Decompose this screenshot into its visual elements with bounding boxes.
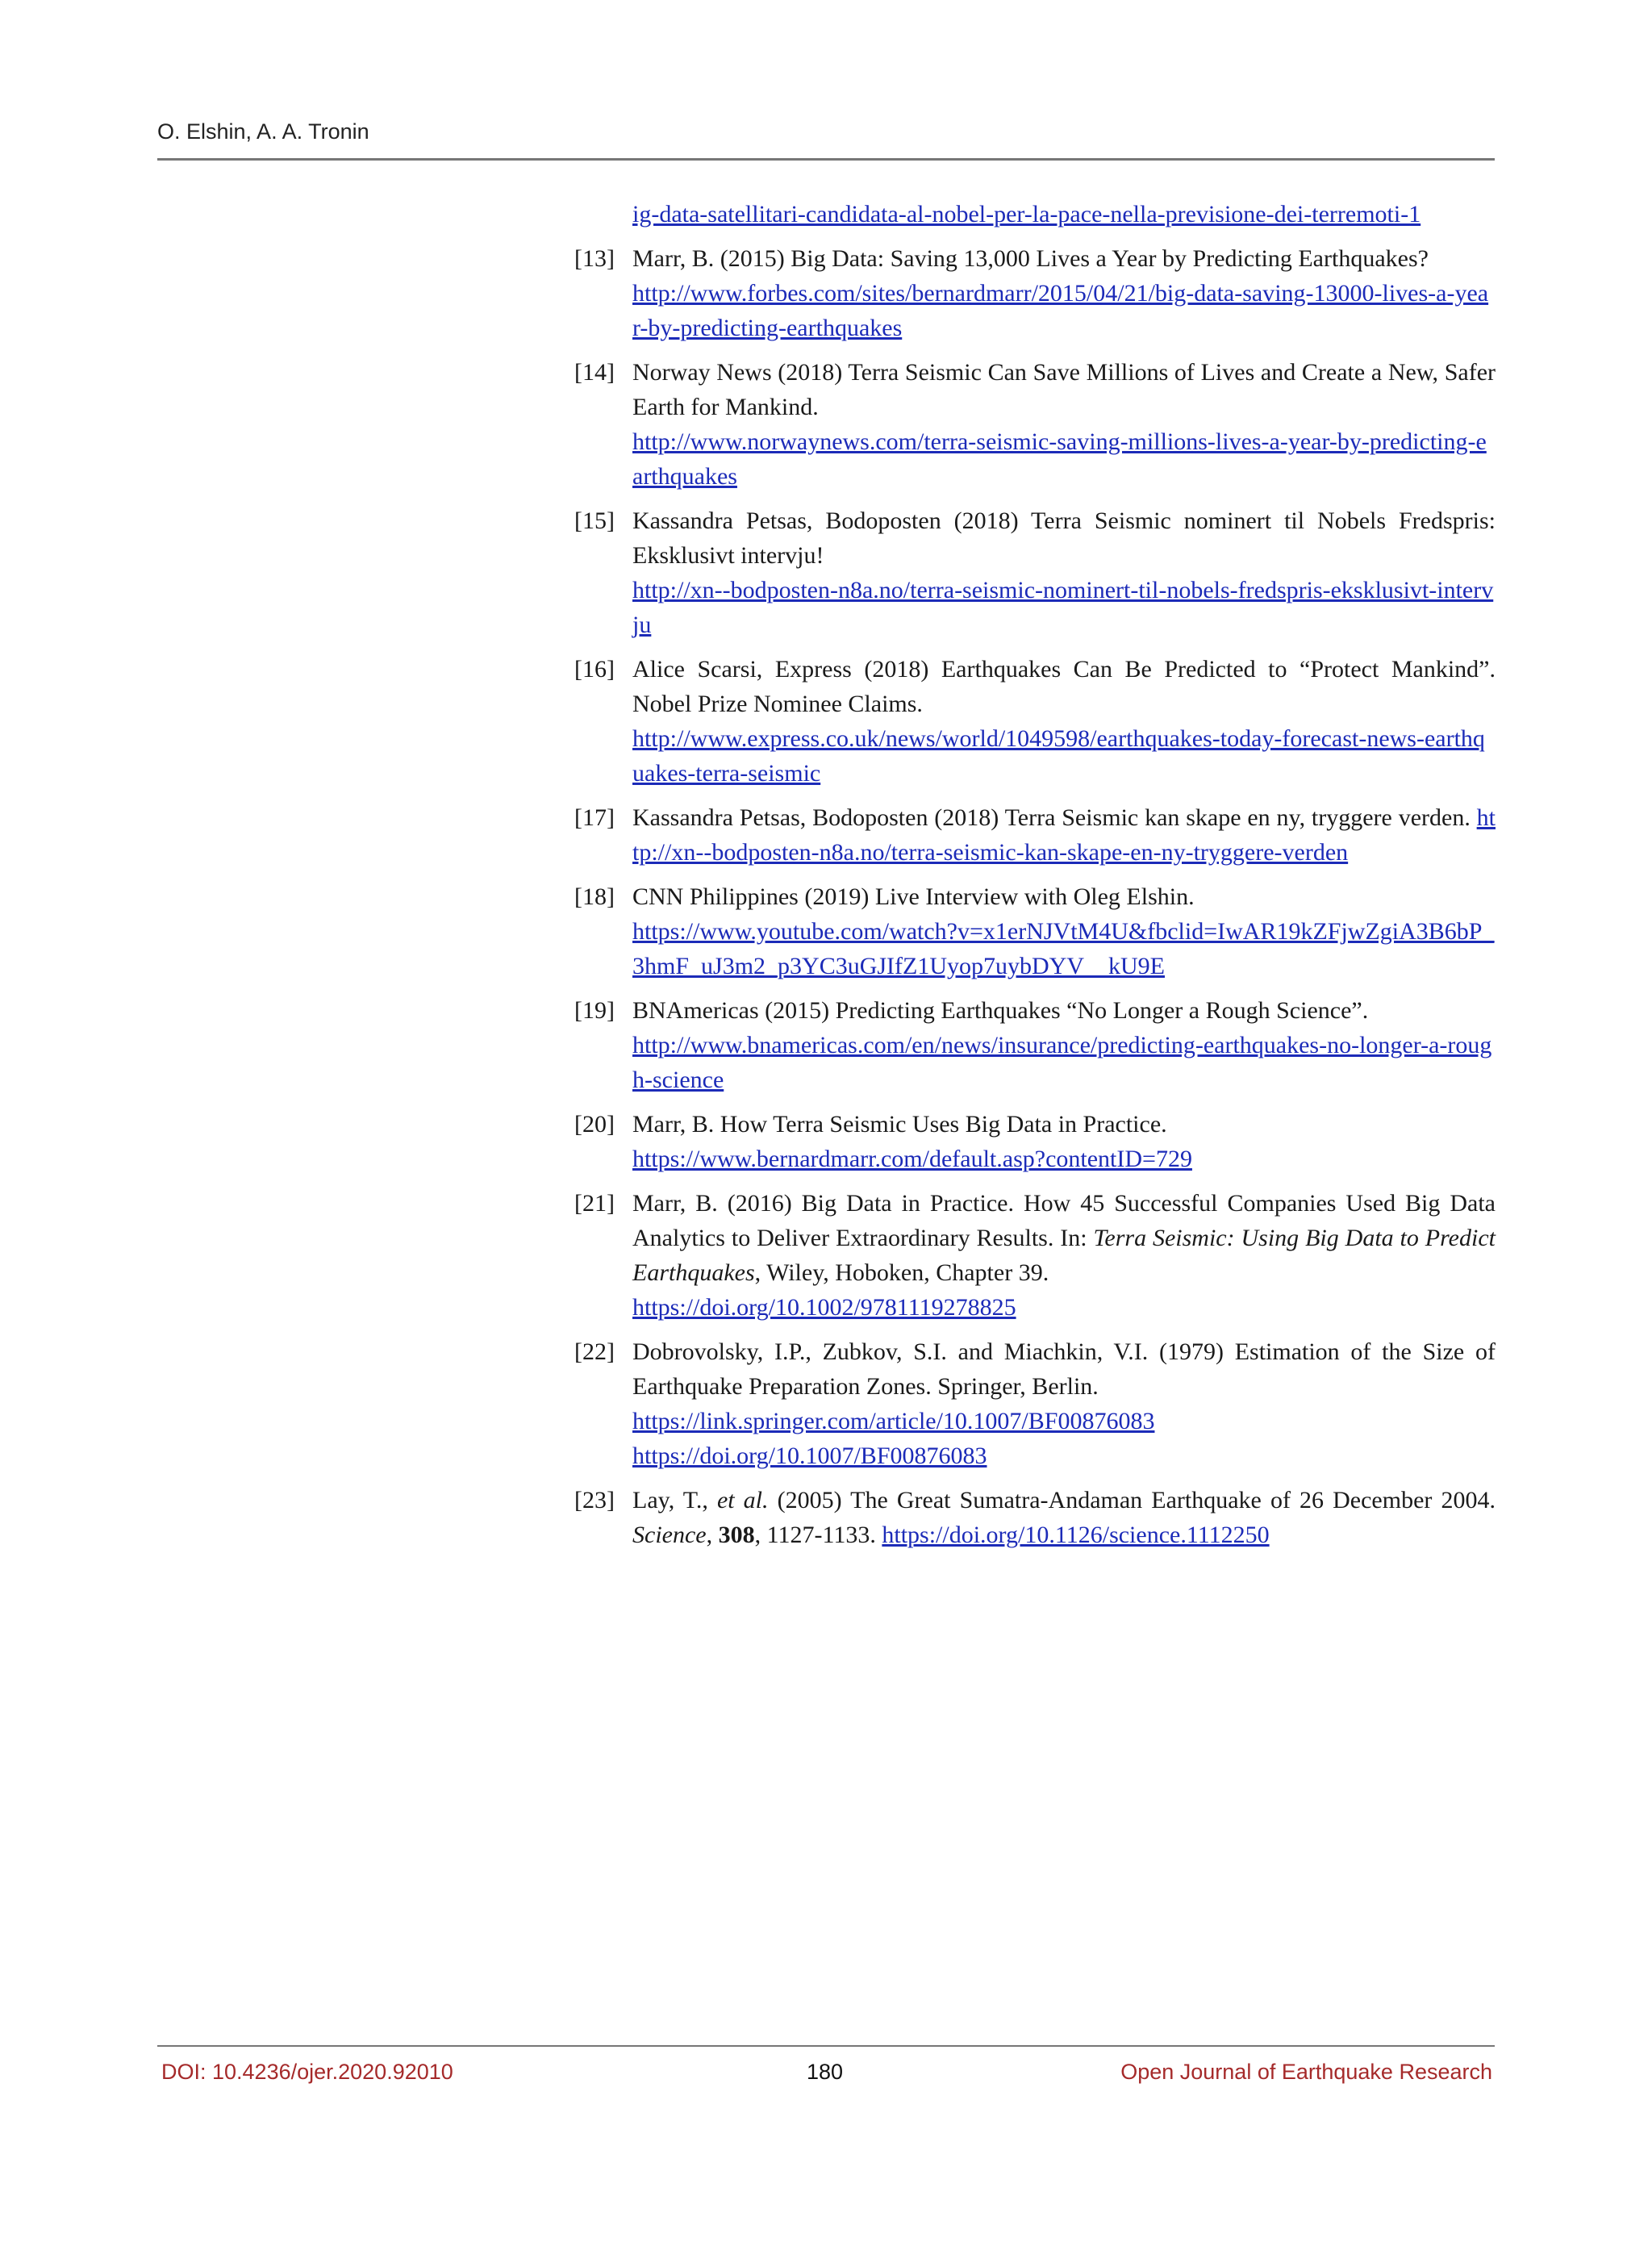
reference-separator: , — [706, 1522, 719, 1548]
reference-link[interactable]: https://www.youtube.com/watch?v=x1erNJVtM4U&fbclid=IwAR19kZFjwZgiA3B6bP_3hmF_uJ3m2_p3YC3uGJIfZ1Uyop7uybDYV__kU9E — [632, 918, 1495, 979]
reference-number: [21] — [574, 1190, 615, 1217]
footer-doi[interactable]: DOI: 10.4236/ojer.2020.92010 — [161, 2060, 453, 2084]
reference-number: [15] — [574, 507, 615, 534]
reference-link-springer[interactable]: https://link.springer.com/article/10.1007/BF00876083 — [632, 1408, 1155, 1434]
reference-18 — [574, 879, 1496, 983]
reference-link[interactable]: http://xn--bodposten-n8a.no/terra-seismic-nominert-til-nobels-fredspris-eksklusivt-intervju — [632, 577, 1494, 638]
running-head-authors: O. Elshin, A. A. Tronin — [157, 119, 369, 144]
reference-link[interactable]: https://www.bernardmarr.com/default.asp?contentID=729 — [632, 1146, 1192, 1172]
reference-pages: , 1127-1133. — [754, 1522, 882, 1548]
reference-link[interactable]: https://doi.org/10.1126/science.1112250 — [882, 1522, 1270, 1548]
reference-list — [574, 197, 1496, 1562]
reference-number: [18] — [574, 883, 615, 910]
reference-21 — [574, 1186, 1496, 1325]
footer-journal-name[interactable]: Open Journal of Earthquake Research — [1120, 2060, 1492, 2084]
page-number: 180 — [807, 2060, 844, 2084]
reference-number: [17] — [574, 804, 615, 831]
reference-text: Lay, T., — [632, 1487, 717, 1513]
reference-22 — [574, 1334, 1496, 1473]
reference-23 — [574, 1483, 1496, 1552]
footer-divider — [157, 2045, 1495, 2047]
reference-link[interactable]: http://www.bnamericas.com/en/news/insurance/predicting-earthquakes-no-longer-a-rough-science — [632, 1032, 1492, 1093]
reference-17 — [574, 800, 1496, 870]
reference-number: [23] — [574, 1487, 615, 1513]
reference-link-doi[interactable]: https://doi.org/10.1007/BF00876083 — [632, 1442, 987, 1469]
reference-text: Marr, B. (2015) Big Data: Saving 13,000 Lives a Year by Predicting Earthquakes? — [632, 245, 1429, 272]
reference-14 — [574, 355, 1496, 494]
reference-text: Norway News (2018) Terra Seismic Can Save Millions of Lives and Create a New, Safer Earth for Mankind. — [632, 359, 1496, 420]
reference-text: Marr, B. How Terra Seismic Uses Big Data in Practice. — [632, 1111, 1167, 1138]
reference-volume: 308 — [718, 1522, 755, 1548]
reference-number: [16] — [574, 656, 615, 683]
reference-link[interactable]: http://www.forbes.com/sites/bernardmarr/2015/04/21/big-data-saving-13000-lives-a-year-by-predicting-earthquakes — [632, 280, 1489, 341]
reference-15 — [574, 503, 1496, 642]
reference-16 — [574, 652, 1496, 791]
reference-12-link-tail[interactable]: ig-data-satellitari-candidata-al-nobel-per-la-pace-nella-previsione-dei-terremoti-1 — [632, 201, 1421, 228]
reference-text: CNN Philippines (2019) Live Interview with Oleg Elshin. — [632, 883, 1195, 910]
reference-text: Alice Scarsi, Express (2018) Earthquakes Can Be Predicted to “Protect Mankind”. Nobel Prize Nominee Claims. — [632, 656, 1496, 717]
reference-text: Kassandra Petsas, Bodoposten (2018) Terra Seismic nominert til Nobels Fredspris: Eksklusivt intervju! — [632, 507, 1496, 569]
reference-text: Dobrovolsky, I.P., Zubkov, S.I. and Miachkin, V.I. (1979) Estimation of the Size of Earthquake Preparation Zones. Springer, Berlin. — [632, 1338, 1496, 1400]
reference-link[interactable]: http://www.norwaynews.com/terra-seismic-saving-millions-lives-a-year-by-predicting-earthquakes — [632, 428, 1487, 490]
reference-publisher: , Wiley, Hoboken, Chapter 39. — [754, 1259, 1049, 1286]
reference-chapter-title: Terra Seismic: Using Big Data to Predict Earthquakes — [632, 1225, 1496, 1286]
reference-20 — [574, 1107, 1496, 1176]
reference-link[interactable]: http://xn--bodposten-n8a.no/terra-seismic-kan-skape-en-ny-tryggere-verden — [632, 804, 1496, 866]
reference-link[interactable]: http://www.express.co.uk/news/world/1049598/earthquakes-today-forecast-news-earthquakes-terra-seismic — [632, 725, 1485, 787]
reference-journal: Science — [632, 1522, 707, 1548]
reference-text: BNAmericas (2015) Predicting Earthquakes “No Longer a Rough Science”. — [632, 997, 1369, 1024]
reference-12-continuation — [574, 197, 1496, 232]
reference-number: [22] — [574, 1338, 615, 1365]
reference-number: [19] — [574, 997, 615, 1024]
reference-etal: et al. — [716, 1487, 769, 1513]
reference-number: [20] — [574, 1111, 615, 1138]
reference-link[interactable]: https://doi.org/10.1002/9781119278825 — [632, 1294, 1016, 1321]
reference-text-cont: (2005) The Great Sumatra-Andaman Earthquake of 26 December 2004. — [768, 1487, 1496, 1513]
reference-number: [13] — [574, 245, 615, 272]
header-divider — [157, 158, 1495, 161]
reference-text: Kassandra Petsas, Bodoposten (2018) Terra Seismic kan skape en ny, tryggere verden. — [632, 804, 1471, 831]
reference-text: Marr, B. (2016) Big Data in Practice. How 45 Successful Companies Used Big Data Analytics to Deliver Extraordinary Results. In: — [632, 1190, 1496, 1251]
reference-19 — [574, 993, 1496, 1097]
reference-number: [14] — [574, 359, 615, 386]
reference-13 — [574, 241, 1496, 345]
